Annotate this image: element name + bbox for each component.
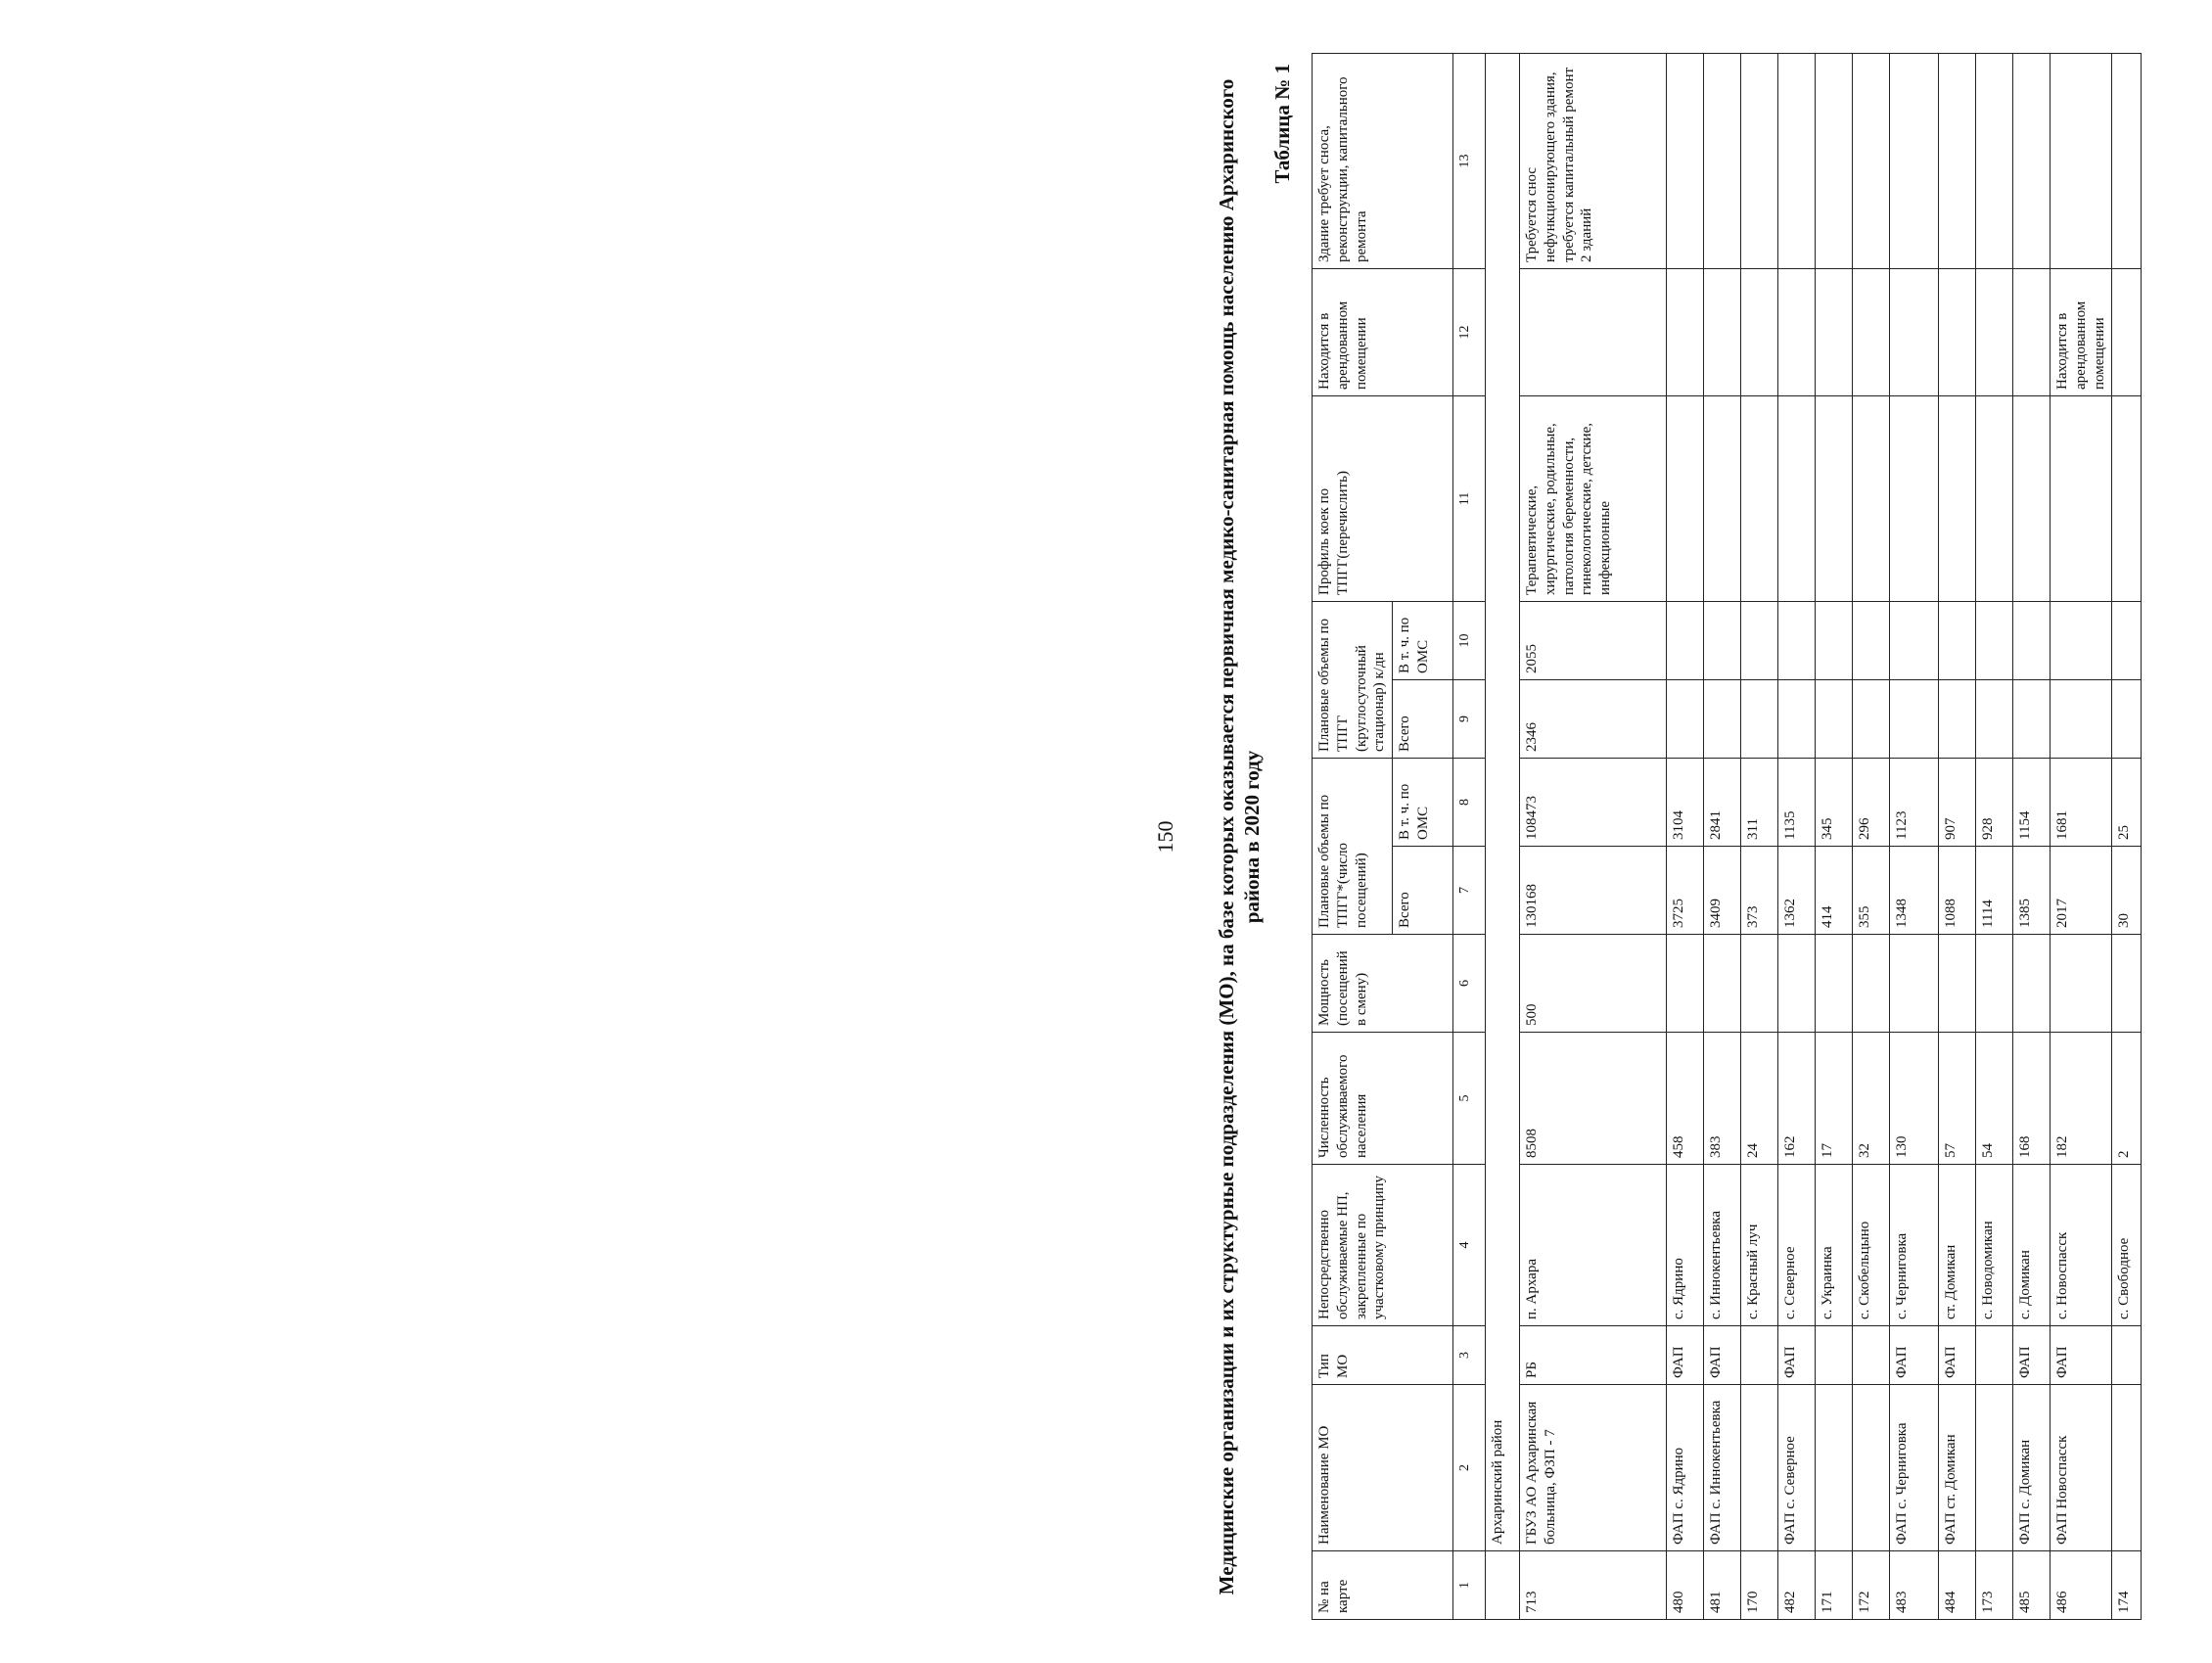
table-cell-col-11: [1778, 395, 1816, 601]
column-number: 6: [1453, 935, 1486, 1033]
column-number: 5: [1453, 1033, 1486, 1165]
page-number: 150: [1153, 820, 1177, 854]
table-cell-col-2: [1976, 1385, 2013, 1551]
column-number: 3: [1453, 1326, 1486, 1385]
table-cell-col-11: [2051, 395, 2112, 601]
table-cell-col-12: [1667, 268, 1704, 395]
column-number: 2: [1453, 1385, 1486, 1551]
table-cell-col-5: 458: [1667, 1033, 1704, 1165]
table-cell-col-12: [1704, 268, 1741, 395]
column-number: 12: [1453, 268, 1486, 395]
table-cell-col-8: 296: [1853, 758, 1890, 846]
table-cell-col-1: 484: [1939, 1551, 1976, 1620]
column-number: 11: [1453, 395, 1486, 601]
table-cell-col-9: [1741, 679, 1778, 758]
table-cell-col-3: [1741, 1326, 1778, 1385]
table-cell-col-7: 1114: [1976, 847, 2013, 935]
table-cell-col-1: 482: [1778, 1551, 1816, 1620]
table-cell-col-2: [1741, 1385, 1778, 1551]
table-cell-col-9: [1816, 679, 1853, 758]
table-cell-col-12: [1976, 268, 2013, 395]
table-cell-col-6: [1976, 935, 2013, 1033]
table-cell-col-10: [1704, 601, 1741, 679]
table-cell-col-7: 30: [2112, 847, 2142, 935]
table-cell-col-7: 130168: [1520, 847, 1667, 935]
column-number: 8: [1453, 758, 1486, 846]
table-cell-col-8: 907: [1939, 758, 1976, 846]
table-cell-col-5: 383: [1704, 1033, 1741, 1165]
table-cell-col-13: [1976, 53, 2013, 268]
table-cell-col-9: [1704, 679, 1741, 758]
table-cell-col-4: с. Черниговка: [1890, 1165, 1939, 1326]
table-cell-col-3: [1816, 1326, 1853, 1385]
table-cell-col-12: [2112, 268, 2142, 395]
table-cell-col-7: 1348: [1890, 847, 1939, 935]
table-cell-col-2: ФАП с. Черниговка: [1890, 1385, 1939, 1551]
table-cell-col-4: с. Домикан: [2013, 1165, 2051, 1326]
table-cell-col-5: 130: [1890, 1033, 1939, 1165]
district-row: [1486, 53, 1520, 1619]
table-cell-col-13: Требуется снос нефункционирующего здания, требуется капитальный ремонт 2 зданий: [1520, 53, 1667, 268]
table-cell-col-11: [1667, 395, 1704, 601]
table-cell-col-2: [1853, 1385, 1890, 1551]
table-cell-col-10: [1667, 601, 1704, 679]
table-cell-col-5: 168: [2013, 1033, 2051, 1165]
table-cell-col-2: ФАП с. Иннокентьевка: [1704, 1385, 1741, 1551]
header-col-7: Всего: [1393, 847, 1453, 935]
table-cell-col-6: [1890, 935, 1939, 1033]
table-cell-col-6: [2112, 935, 2142, 1033]
table-cell-col-10: [1778, 601, 1816, 679]
table-cell-col-11: [1939, 395, 1976, 601]
table-row: [1778, 53, 1816, 1619]
table-cell-col-6: [2051, 935, 2112, 1033]
table-cell-col-3: ФАП: [1939, 1326, 1976, 1385]
header-col-13: Здание требует сноса, реконструкции, капитального ремонта: [1313, 53, 1453, 268]
table-cell-col-1: 713: [1520, 1551, 1667, 1620]
table-cell-col-4: с. Северное: [1778, 1165, 1816, 1326]
table-cell-col-3: [1853, 1326, 1890, 1385]
table-cell-col-2: [1816, 1385, 1853, 1551]
table-cell-col-1: 170: [1741, 1551, 1778, 1620]
column-number: 13: [1453, 53, 1486, 268]
table-row: [2013, 53, 2051, 1619]
table-cell-col-3: ФАП: [2013, 1326, 2051, 1385]
table-cell-col-9: [2112, 679, 2142, 758]
table-row: [1976, 53, 2013, 1619]
table-cell-col-11: [1741, 395, 1778, 601]
table-cell-col-5: 57: [1939, 1033, 1976, 1165]
table-cell-col-8: 108473: [1520, 758, 1667, 846]
table-cell-col-12: [1853, 268, 1890, 395]
table-cell-col-9: 2346: [1520, 679, 1667, 758]
table-cell-col-5: 24: [1741, 1033, 1778, 1165]
table-cell-col-1: 173: [1976, 1551, 2013, 1620]
header-row: [1313, 53, 1393, 1619]
table-cell-col-8: 1135: [1778, 758, 1816, 846]
table-cell-col-12: [1778, 268, 1816, 395]
table-cell-col-1: 174: [2112, 1551, 2142, 1620]
header-col-5: Численность обслуживаемого населения: [1313, 1033, 1453, 1165]
table-label: Таблица № 1: [1270, 64, 1294, 184]
table-cell-col-6: [2013, 935, 2051, 1033]
table-cell-col-12: [1939, 268, 1976, 395]
column-number: 10: [1453, 601, 1486, 679]
table-cell-col-3: ФАП: [1778, 1326, 1816, 1385]
table-cell-col-4: с. Ядрино: [1667, 1165, 1704, 1326]
table-cell-col-8: 1123: [1890, 758, 1939, 846]
table-cell-col-2: ФАП с. Ядрино: [1667, 1385, 1704, 1551]
header-col-2: Наименование МО: [1313, 1385, 1453, 1551]
table-cell-col-7: 373: [1741, 847, 1778, 935]
table-cell-col-13: [1890, 53, 1939, 268]
table-cell-col-2: ГБУЗ АО Архаринская больница, ФЗП - 7: [1520, 1385, 1667, 1551]
table-cell-col-3: ФАП: [2051, 1326, 2112, 1385]
rotated-content: [1145, 34, 2212, 1640]
table-cell-col-11: [1704, 395, 1741, 601]
header-col-9-10: Плановые объемы по ТПГГ (круглосуточный стационар) к/дн: [1313, 601, 1393, 758]
table-cell-col-6: [1853, 935, 1890, 1033]
table-cell-col-1: 172: [1853, 1551, 1890, 1620]
table-cell-col-11: [2112, 395, 2142, 601]
table-cell-col-1: 480: [1667, 1551, 1704, 1620]
table-cell-col-4: с. Новодомикан: [1976, 1165, 2013, 1326]
table-cell-col-4: п. Архара: [1520, 1165, 1667, 1326]
table-cell-col-10: [1853, 601, 1890, 679]
table-cell-col-1: 486: [2051, 1551, 2112, 1620]
table-cell-col-12: [1890, 268, 1939, 395]
table-cell-col-2: ФАП с. Домикан: [2013, 1385, 2051, 1551]
table-row: [1939, 53, 1976, 1619]
table-cell-col-9: [1667, 679, 1704, 758]
table-cell-col-1: 171: [1816, 1551, 1853, 1620]
header-col-7-8: Плановые объемы по ТПГГ*(число посещений): [1313, 758, 1393, 934]
table-cell-col-3: ФАП: [1667, 1326, 1704, 1385]
column-number: 9: [1453, 679, 1486, 758]
header-col-11: Профиль коек по ТПГГ(перечислить): [1313, 395, 1453, 601]
table-cell-col-7: 1088: [1939, 847, 1976, 935]
document-title: Медицинские организации и их структурные подразделения (МО), на базе которых оказывается первичная медико-санитарная помощь населению Архаринского района в 2020 году: [1215, 78, 1265, 1595]
table-cell-col-13: [2051, 53, 2112, 268]
table-cell-col-10: [1976, 601, 2013, 679]
table-cell-col-13: [2013, 53, 2051, 268]
table-cell-col-5: 54: [1976, 1033, 2013, 1165]
table-cell-col-4: с. Иннокентьевка: [1704, 1165, 1741, 1326]
table-cell-col-3: [1976, 1326, 2013, 1385]
table-cell-col-11: [1853, 395, 1890, 601]
table-row: [1890, 53, 1939, 1619]
table-cell-col-2: ФАП ст. Домикан: [1939, 1385, 1976, 1551]
table-cell-col-4: с. Скобельцыно: [1853, 1165, 1890, 1326]
table-cell-col-3: ФАП: [1704, 1326, 1741, 1385]
header-col-10: В т. ч. по ОМС: [1393, 601, 1453, 679]
table-cell-col-1: 483: [1890, 1551, 1939, 1620]
table-cell-col-7: 1385: [2013, 847, 2051, 935]
table-cell-col-3: ФАП: [1890, 1326, 1939, 1385]
table-cell-col-6: [1667, 935, 1704, 1033]
table-cell-col-8: 1154: [2013, 758, 2051, 846]
table-cell-col-4: с. Красный луч: [1741, 1165, 1778, 1326]
table-cell-col-3: РБ: [1520, 1326, 1667, 1385]
table-cell-col-4: с. Новоспасск: [2051, 1165, 2112, 1326]
table-cell-col-7: 414: [1816, 847, 1853, 935]
table-row: [1704, 53, 1741, 1619]
header-col-6: Мощность (посещений в смену): [1313, 935, 1453, 1033]
table-cell-col-9: [1778, 679, 1816, 758]
header-col-9: Всего: [1393, 679, 1453, 758]
table-cell-col-4: ст. Домикан: [1939, 1165, 1976, 1326]
table-cell-col-11: [2013, 395, 2051, 601]
column-number: 4: [1453, 1165, 1486, 1326]
table-row: [2112, 53, 2142, 1619]
table-cell-col-9: [1976, 679, 2013, 758]
table-cell-col-7: 3725: [1667, 847, 1704, 935]
table-cell-col-9: [1939, 679, 1976, 758]
table-cell-col-7: 2017: [2051, 847, 2112, 935]
table-cell-col-13: [1704, 53, 1741, 268]
table-cell-col-10: [1939, 601, 1976, 679]
table-cell-col-5: 17: [1816, 1033, 1853, 1165]
column-number-row: [1453, 53, 1486, 1619]
table-cell-col-9: [2013, 679, 2051, 758]
table-cell-col-10: [1741, 601, 1778, 679]
table-cell-col-10: [2013, 601, 2051, 679]
table-row: [1520, 53, 1667, 1619]
table-cell-col-11: [1816, 395, 1853, 601]
table-cell-col-10: [1816, 601, 1853, 679]
table-cell-col-8: 25: [2112, 758, 2142, 846]
table-cell-col-5: 32: [1853, 1033, 1890, 1165]
table-cell-col-7: 3409: [1704, 847, 1741, 935]
column-number: 1: [1453, 1551, 1486, 1620]
table-cell-col-6: [1704, 935, 1741, 1033]
table-cell-col-13: [1816, 53, 1853, 268]
table-cell-col-11: [1890, 395, 1939, 601]
table-cell-col-12: [1520, 268, 1667, 395]
table-cell-col-6: 500: [1520, 935, 1667, 1033]
table-row: [1816, 53, 1853, 1619]
table-cell-col-6: [1939, 935, 1976, 1033]
table-cell-col-1: 481: [1704, 1551, 1741, 1620]
table-cell-col-13: [1778, 53, 1816, 268]
table-cell-col-13: [1853, 53, 1890, 268]
header-col-3: Тип МО: [1313, 1326, 1453, 1385]
table-row: [2051, 53, 2112, 1619]
table-cell-col-2: [2112, 1385, 2142, 1551]
table-cell-col-9: [1853, 679, 1890, 758]
table-cell-col-12: [2013, 268, 2051, 395]
table-cell-col-12: Находится в арендованном помещении: [2051, 268, 2112, 395]
table-cell-col-5: 162: [1778, 1033, 1816, 1165]
table-cell-col-2: ФАП Новоспасск: [2051, 1385, 2112, 1551]
table-cell-col-2: ФАП с. Северное: [1778, 1385, 1816, 1551]
table-cell-col-10: 2055: [1520, 601, 1667, 679]
table-cell-col-5: 8508: [1520, 1033, 1667, 1165]
table-cell-col-11: [1976, 395, 2013, 601]
table-row: [1741, 53, 1778, 1619]
table-cell-col-12: [1741, 268, 1778, 395]
table-cell-col-8: 345: [1816, 758, 1853, 846]
table-cell-col-12: [1816, 268, 1853, 395]
table-cell-col-10: [2051, 601, 2112, 679]
table-cell-col-13: [1939, 53, 1976, 268]
table-cell-col-13: [1667, 53, 1704, 268]
table-cell-col-11: Терапевтические, хирургические, родильные, патология беременности, гинекологические, детские, инфекционные: [1520, 395, 1667, 601]
table-cell-col-9: [2051, 679, 2112, 758]
table-row: [1667, 53, 1704, 1619]
header-col-1: № на карте: [1313, 1551, 1453, 1620]
table-cell-col-13: [2112, 53, 2142, 268]
table-cell-col-6: [1816, 935, 1853, 1033]
table-cell-col-4: с. Свободное: [2112, 1165, 2142, 1326]
table-cell-col-6: [1741, 935, 1778, 1033]
table-cell-col-8: 2841: [1704, 758, 1741, 846]
table-cell-col-13: [1741, 53, 1778, 268]
table-row: [1853, 53, 1890, 1619]
facilities-table: [1312, 53, 2142, 1620]
column-number: 7: [1453, 847, 1486, 935]
table-cell-col-8: 311: [1741, 758, 1778, 846]
district-name: Архаринский район: [1486, 53, 1520, 1550]
table-cell-col-7: 355: [1853, 847, 1890, 935]
header-col-4: Непосредственно обслуживаемые НП, закрепленные по участковому принципу: [1313, 1165, 1453, 1326]
table-cell-col-10: [2112, 601, 2142, 679]
table-cell-col-8: 1681: [2051, 758, 2112, 846]
header-col-12: Находится в арендованном помещении: [1313, 268, 1453, 395]
table-cell-col-10: [1890, 601, 1939, 679]
table-cell-col-8: 928: [1976, 758, 2013, 846]
header-col-8: В т. ч. по ОМС: [1393, 758, 1453, 846]
table-cell-col-1: 485: [2013, 1551, 2051, 1620]
table-cell-col-7: 1362: [1778, 847, 1816, 935]
table-cell-col-5: 182: [2051, 1033, 2112, 1165]
table-cell-col-8: 3104: [1667, 758, 1704, 846]
table-cell-col-3: [2112, 1326, 2142, 1385]
table-cell-col-6: [1778, 935, 1816, 1033]
table-cell-col-5: 2: [2112, 1033, 2142, 1165]
table-cell-col-4: с. Украинка: [1816, 1165, 1853, 1326]
table-cell-col-9: [1890, 679, 1939, 758]
district-cell-empty: [1486, 1551, 1520, 1620]
